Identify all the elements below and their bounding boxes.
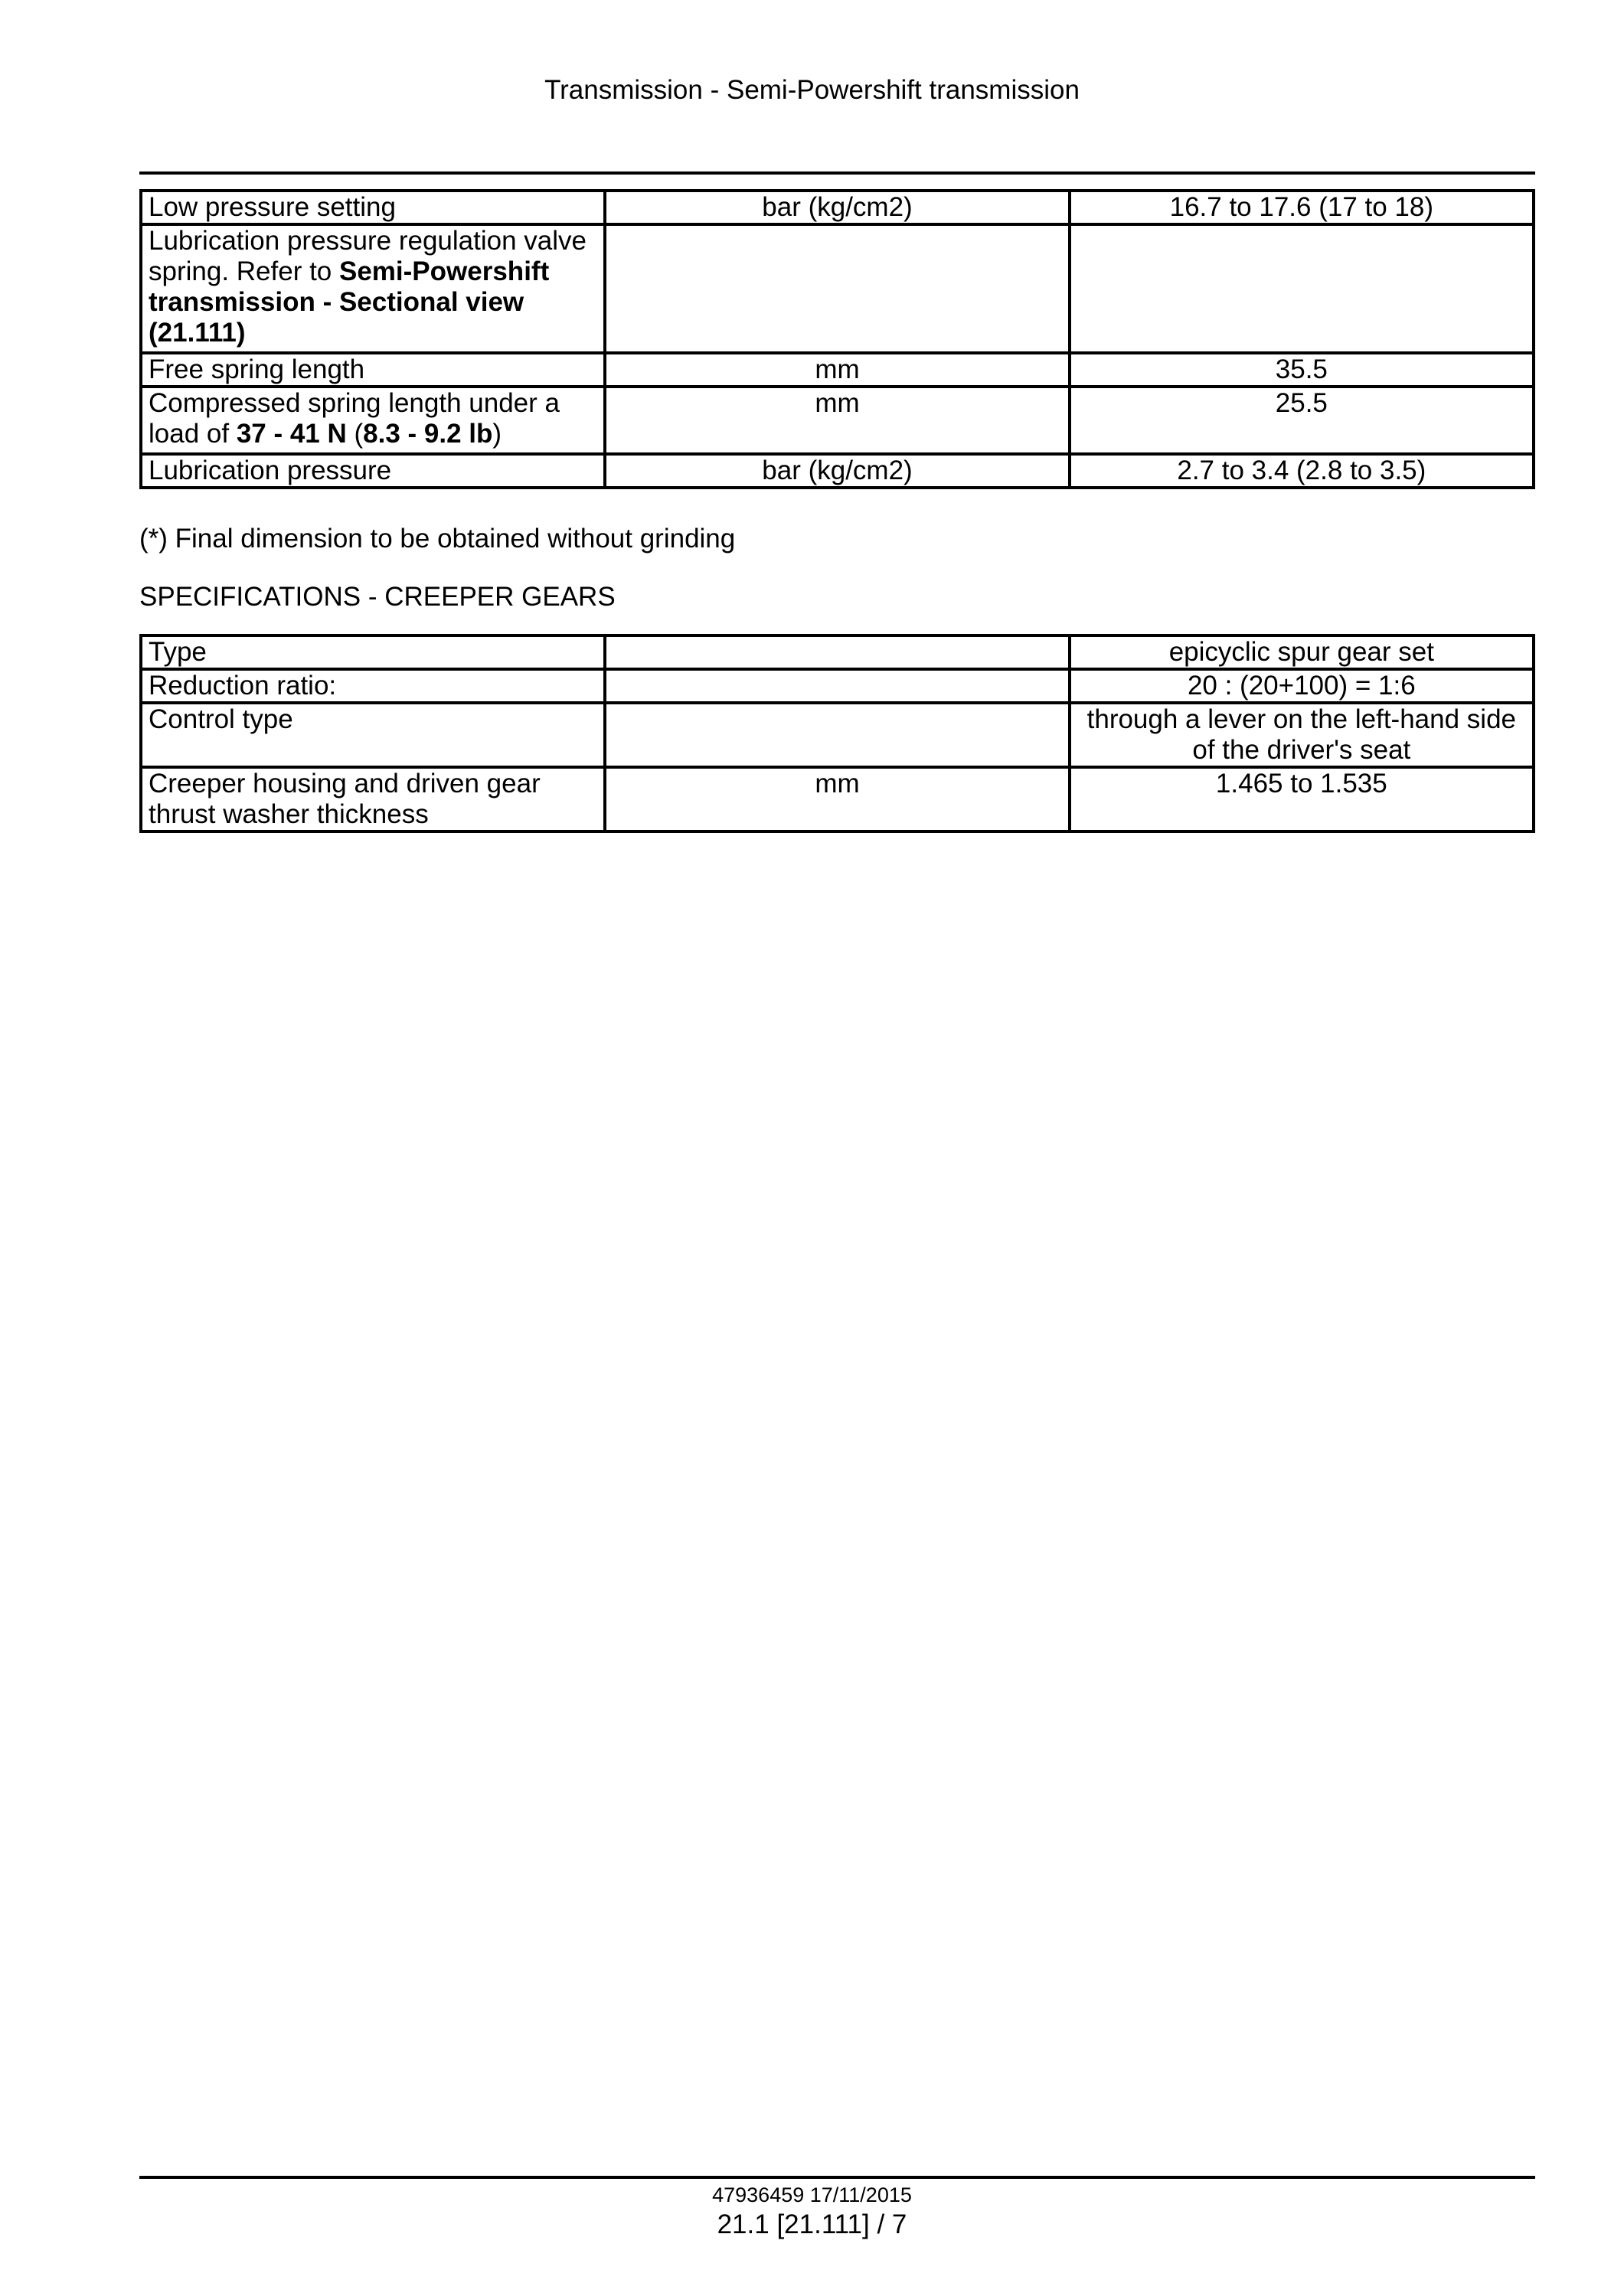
spec-label: Lubrication pressure — [141, 454, 605, 488]
spec-table-creeper-gears — [139, 634, 1535, 833]
spec-unit: bar (kg/cm2) — [605, 191, 1069, 224]
load-newton-value: 37 - 41 N — [236, 419, 347, 449]
table-row — [141, 224, 1534, 353]
spec-label: Low pressure setting — [141, 191, 605, 224]
section-reference-link[interactable]: Semi-Powershift transmission - Sectional view (21.111) — [149, 256, 550, 348]
spec-value: 1.465 to 1.535 — [1070, 767, 1534, 831]
table-row — [141, 635, 1534, 669]
spec-value: 20 : (20+100) = 1:6 — [1070, 669, 1534, 703]
table-row — [141, 353, 1534, 387]
spec-label: Control type — [141, 703, 605, 767]
table-row — [141, 703, 1534, 767]
spec-unit: mm — [605, 767, 1069, 831]
spec-value: epicyclic spur gear set — [1070, 635, 1534, 669]
table-row — [141, 669, 1534, 703]
spec-label-text: ) — [492, 419, 502, 449]
footnote: (*) Final dimension to be obtained without grinding — [139, 524, 736, 554]
spec-value — [1070, 224, 1534, 353]
table-row — [141, 191, 1534, 224]
spec-unit: bar (kg/cm2) — [605, 454, 1069, 488]
page-header-title: Transmission - Semi-Powershift transmission — [544, 75, 1080, 105]
spec-unit — [605, 703, 1069, 767]
spec-unit: mm — [605, 353, 1069, 387]
load-pound-value: 8.3 - 9.2 lb — [363, 419, 493, 449]
spec-label — [141, 387, 605, 454]
section-heading: SPECIFICATIONS - CREEPER GEARS — [139, 582, 616, 612]
spec-unit — [605, 224, 1069, 353]
spec-value: 35.5 — [1070, 353, 1534, 387]
table-row — [141, 387, 1534, 454]
spec-unit — [605, 669, 1069, 703]
spec-label: Reduction ratio: — [141, 669, 605, 703]
table-row — [141, 767, 1534, 831]
spec-unit — [605, 635, 1069, 669]
spec-label: Creeper housing and driven gear thrust washer thickness — [141, 767, 605, 831]
spec-value: through a lever on the left-hand side of the driver's seat — [1070, 703, 1534, 767]
spec-label: Type — [141, 635, 605, 669]
footer-page-number: 21.1 [21.111] / 7 — [717, 2209, 907, 2239]
spec-table-transmission — [139, 189, 1535, 489]
footer-divider — [139, 2176, 1535, 2179]
spec-value: 16.7 to 17.6 (17 to 18) — [1070, 191, 1534, 224]
spec-label-text: ( — [346, 419, 364, 449]
header-divider — [139, 171, 1535, 175]
spec-unit: mm — [605, 387, 1069, 454]
spec-label-text: Compressed spring length under a load of — [149, 388, 560, 449]
spec-label — [141, 224, 605, 353]
spec-value: 2.7 to 3.4 (2.8 to 3.5) — [1070, 454, 1534, 488]
spec-label-text: Lubrication pressure regulation valve spring. Refer to — [149, 226, 587, 286]
footer-document-id: 47936459 17/11/2015 — [712, 2183, 912, 2206]
spec-label: Free spring length — [141, 353, 605, 387]
table-row — [141, 454, 1534, 488]
spec-value: 25.5 — [1070, 387, 1534, 454]
